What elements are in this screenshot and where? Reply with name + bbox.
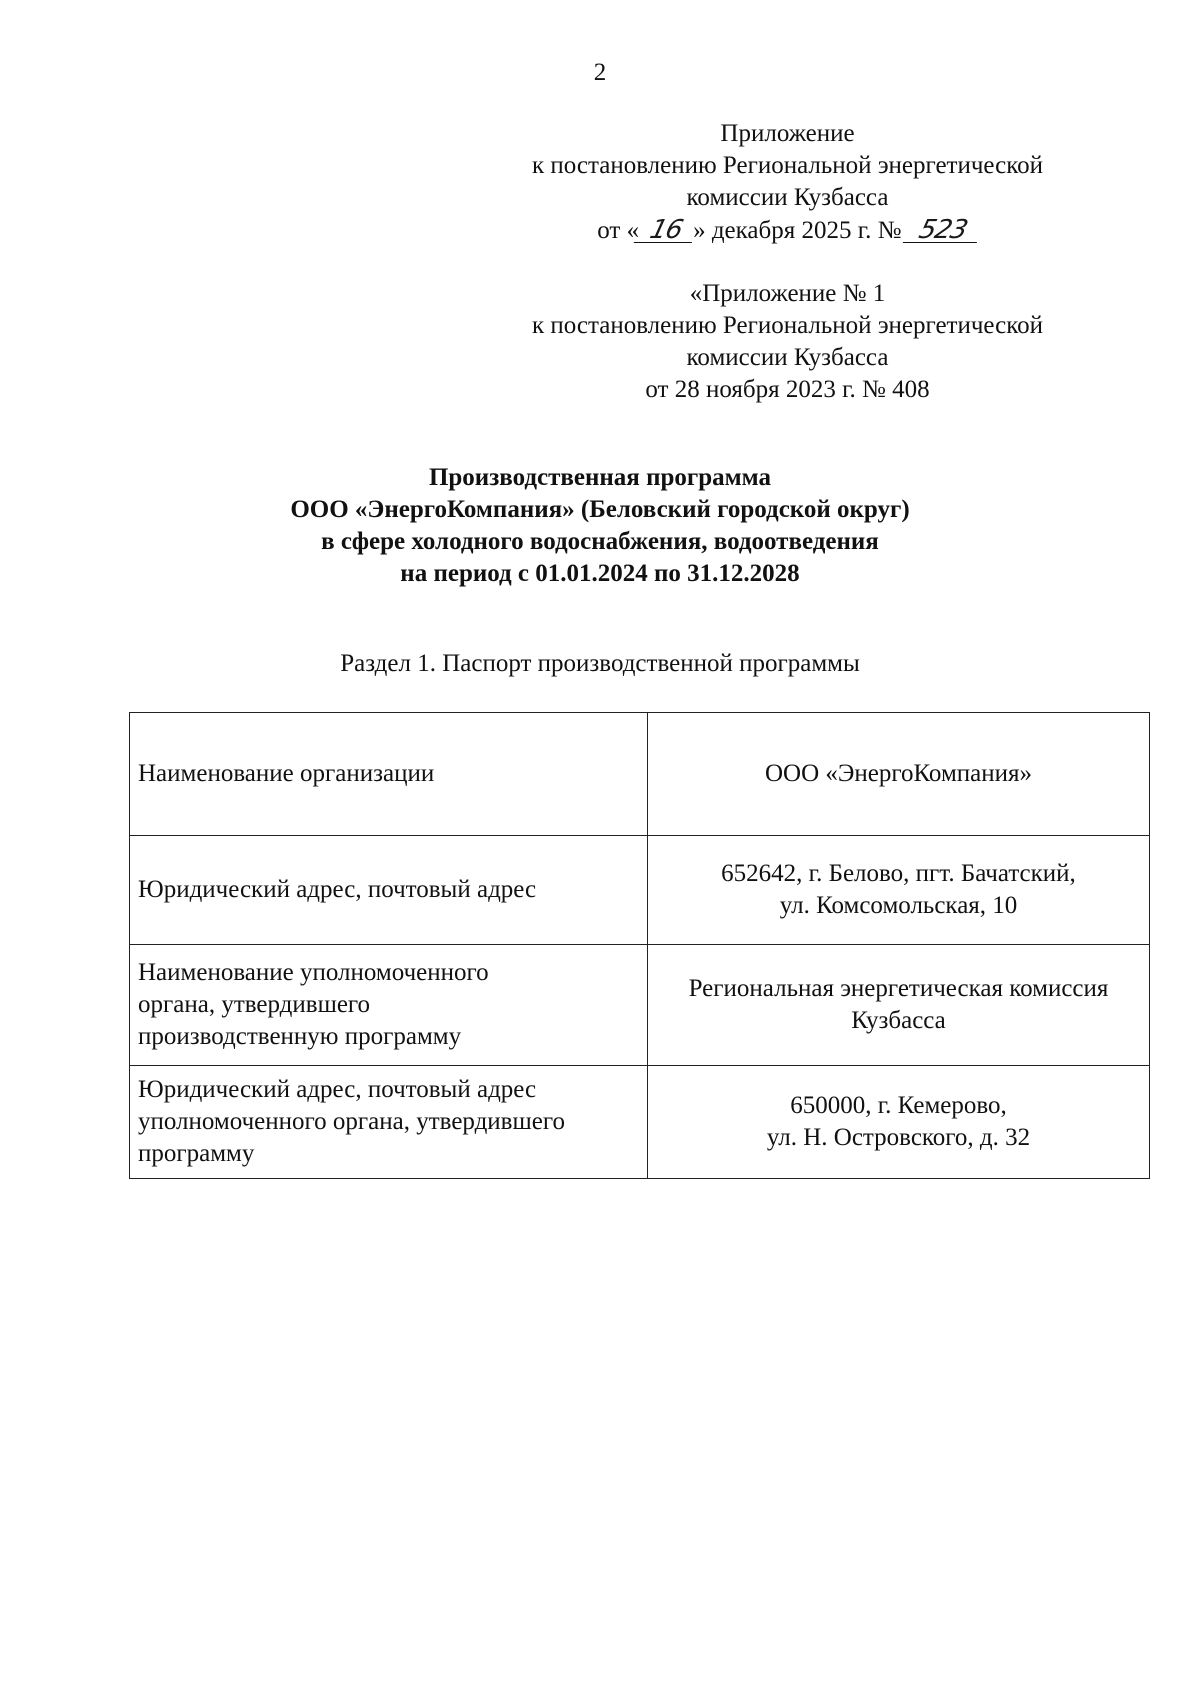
table-row [130, 836, 1150, 945]
appendix-label: Приложение [720, 120, 855, 147]
cell-line: ул. Комсомольская, 10 [779, 892, 1018, 919]
table-cell-value [648, 945, 1150, 1066]
original-resolution-line: к постановлению Региональной энергетической [532, 312, 1043, 339]
original-date-line: от 28 ноября 2023 г. № 408 [645, 376, 930, 403]
title-line-2: ООО «ЭнергоКомпания» (Беловский городской округ) [290, 496, 910, 523]
passport-table [129, 712, 1150, 1179]
table-cell-value [648, 836, 1150, 945]
cell-line: ул. Н. Островского, д. 32 [766, 1124, 1031, 1151]
appendix-header-original [480, 278, 1095, 406]
date-prefix: от « [597, 217, 640, 244]
table-row [130, 1066, 1150, 1179]
table-row [130, 945, 1150, 1066]
appendix-header-current [480, 118, 1095, 247]
table-cell-label [130, 1066, 648, 1179]
original-appendix-label: «Приложение № 1 [689, 280, 886, 307]
page-number: 2 [593, 59, 607, 86]
appendix-resolution-line: к постановлению Региональной энергетической [532, 152, 1043, 179]
cell-line: Наименование организации [138, 760, 435, 787]
cell-line: Юридический адрес, почтовый адрес [138, 1076, 537, 1103]
cell-line: ООО «ЭнергоКомпания» [764, 760, 1033, 787]
cell-line: 650000, г. Кемерово, [790, 1092, 1007, 1119]
title-line-1: Производственная программа [428, 464, 772, 491]
table-cell-label [130, 836, 648, 945]
appendix-date-line [480, 214, 1095, 247]
cell-line: органа, утвердившего [138, 991, 371, 1018]
title-line-3: в сфере холодного водоснабжения, водоотведения [321, 528, 879, 555]
table-cell-label [130, 945, 648, 1066]
cell-line: 652642, г. Белово, пгт. Бачатский, [721, 860, 1076, 887]
cell-line: производственную программу [138, 1023, 462, 1050]
table-cell-value [648, 1066, 1150, 1179]
document-title [0, 462, 1200, 590]
handwritten-day: 16 [635, 214, 697, 246]
table-row [130, 713, 1150, 836]
title-line-4: на период с 01.01.2024 по 31.12.2028 [400, 560, 800, 587]
cell-line: Юридический адрес, почтовый адрес [138, 876, 537, 903]
cell-line: Региональная энергетическая комиссия [688, 975, 1109, 1002]
date-middle: » декабря 2025 г. № [693, 217, 902, 244]
appendix-commission-line: комиссии Кузбасса [686, 184, 889, 211]
table-cell-label [130, 713, 648, 836]
cell-line: Наименование уполномоченного [138, 959, 489, 986]
cell-line: уполномоченного органа, утвердившего [138, 1108, 565, 1135]
handwritten-number: 523 [904, 214, 982, 246]
original-commission-line: комиссии Кузбасса [686, 344, 889, 371]
table-cell-value [648, 713, 1150, 836]
cell-line: Кузбасса [851, 1007, 946, 1034]
section-heading: Раздел 1. Паспорт производственной программы [340, 650, 860, 677]
cell-line: программу [138, 1140, 255, 1167]
